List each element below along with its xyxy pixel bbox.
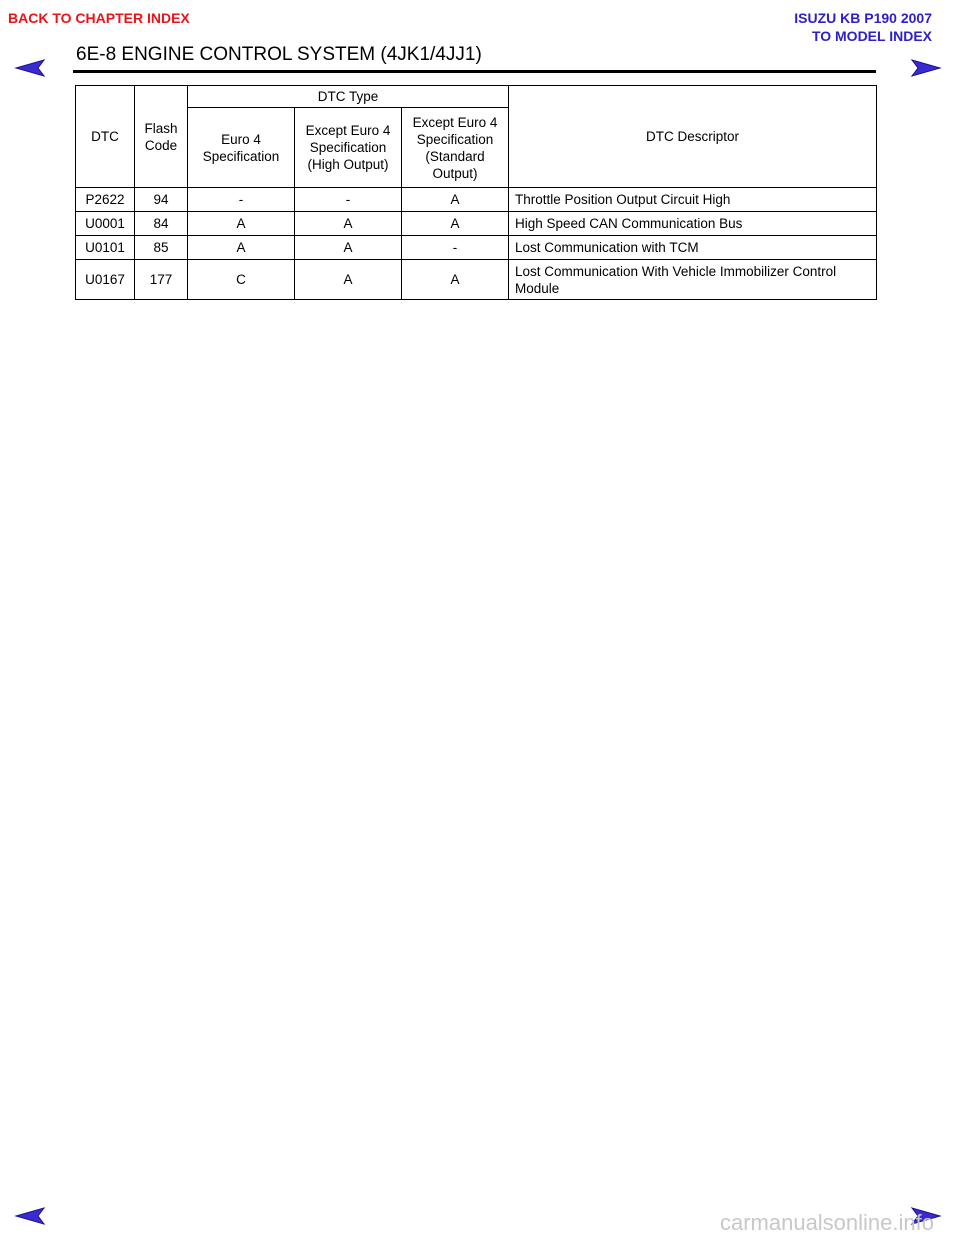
cell-high: A: [295, 260, 402, 300]
next-page-arrow-icon[interactable]: [908, 58, 942, 78]
cell-std: A: [402, 188, 509, 212]
cell-flash: 177: [135, 260, 188, 300]
cell-desc: High Speed CAN Communication Bus: [509, 212, 877, 236]
cell-flash: 84: [135, 212, 188, 236]
header-except-euro4-high: Except Euro 4 Specification (High Output): [295, 108, 402, 188]
cell-high: A: [295, 212, 402, 236]
cell-flash: 94: [135, 188, 188, 212]
cell-high: -: [295, 188, 402, 212]
cell-high: A: [295, 236, 402, 260]
header-dtc: DTC: [76, 86, 135, 188]
title-rule: [73, 70, 876, 73]
previous-page-arrow-icon[interactable]: [14, 58, 48, 78]
cell-dtc: U0167: [76, 260, 135, 300]
model-title-link[interactable]: ISUZU KB P190 2007: [794, 10, 932, 26]
header-except-euro4-standard: Except Euro 4 Specification (Standard Output): [402, 108, 509, 188]
table-row: [76, 236, 877, 260]
header-dtc-descriptor: DTC Descriptor: [509, 86, 877, 188]
cell-dtc: P2622: [76, 188, 135, 212]
cell-desc: Lost Communication with TCM: [509, 236, 877, 260]
cell-flash: 85: [135, 236, 188, 260]
cell-euro4: C: [188, 260, 295, 300]
table-row: [76, 212, 877, 236]
cell-std: -: [402, 236, 509, 260]
to-model-index-link[interactable]: TO MODEL INDEX: [811, 28, 932, 44]
cell-desc: Throttle Position Output Circuit High: [509, 188, 877, 212]
watermark: carmanualsonline.info: [719, 1210, 934, 1235]
back-to-chapter-index-link[interactable]: BACK TO CHAPTER INDEX: [8, 10, 190, 26]
previous-page-arrow-icon[interactable]: [14, 1206, 48, 1226]
dtc-table: [75, 85, 877, 300]
table-row: [76, 260, 877, 300]
header-euro4: Euro 4 Specification: [188, 108, 295, 188]
cell-std: A: [402, 212, 509, 236]
cell-euro4: A: [188, 236, 295, 260]
cell-std: A: [402, 260, 509, 300]
cell-euro4: A: [188, 212, 295, 236]
cell-desc: Lost Communication With Vehicle Immobilizer Control Module: [509, 260, 877, 300]
page-title: 6E-8 ENGINE CONTROL SYSTEM (4JK1/4JJ1): [76, 44, 482, 65]
table-row: [76, 188, 877, 212]
header-dtc-type: DTC Type: [188, 86, 509, 108]
cell-euro4: -: [188, 188, 295, 212]
cell-dtc: U0101: [76, 236, 135, 260]
header-flash-code: Flash Code: [135, 86, 188, 188]
cell-dtc: U0001: [76, 212, 135, 236]
